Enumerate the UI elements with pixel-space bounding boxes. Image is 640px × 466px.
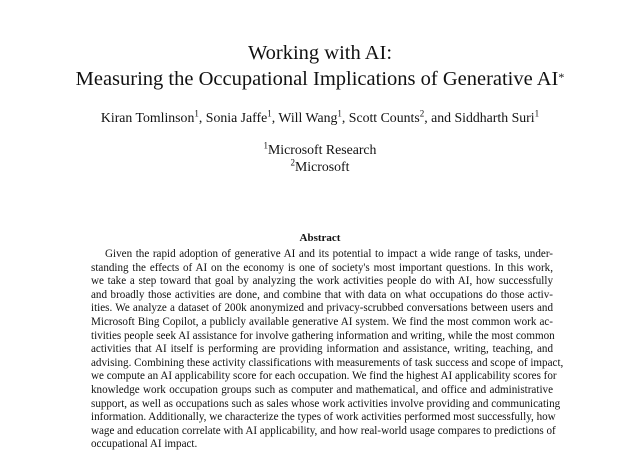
abstract-line: ities. We analyze a dataset of 200k anonymized and privacy-scrubbed conversations between users and [91,302,553,315]
abstract-line: standing the effects of AI on the economy is one of society's most important questions. In this work, [91,261,553,274]
abstract-heading: Abstract [299,232,341,244]
abstract-line: activities that AI itself is performing are providing information and assistance, writing, teaching, and [91,343,553,356]
author-list [0,109,640,127]
affiliation-mark: 2 [290,157,296,168]
affiliation-line [0,158,640,176]
abstract-line: occupational AI impact. [91,438,198,451]
title-footnote-mark: * [558,70,565,84]
abstract-line: we compute an AI applicability score for each occupation. We find the highest AI applicability scores for [91,370,557,383]
abstract-line: and broadly those activities are done, and combine that with data on what occupations do those activ- [91,288,553,301]
title-line-2-text: Measuring the Occupational Implications of Generative AI [75,68,559,90]
abstract-line: we take a step toward that goal by analyzing the work activities people do with AI, how successfully [91,275,553,288]
abstract-line: support, as well as occupations such as sales whose work activities involve providing and communicating [91,397,561,410]
affiliation-name: Microsoft Research [268,142,377,157]
author-separator: , [424,110,428,125]
author-name: Sonia Jaffe [205,110,268,125]
affiliation-line [0,141,640,159]
author-separator: , [271,110,276,125]
paper-title-line-1 [0,40,640,66]
paper-title-line-2 [0,66,640,92]
abstract-line: wage and education correlate with AI applicability, and how real-world usage compares to predictions of [91,424,556,437]
author-name: Will Wang [278,110,338,125]
title-line-1-text: Working with AI: [247,42,393,64]
author-affiliation-mark: 1 [194,108,199,119]
author-separator: , [198,110,203,125]
author-affiliation-mark: 1 [534,108,540,119]
abstract-line: tivities people seek AI assistance for involve gathering information and writing, while the most common [91,329,555,342]
author-name: Kiran Tomlinson [100,110,195,125]
author-name: Scott Counts [348,110,420,125]
author-affiliation-mark: 2 [419,108,425,119]
author-conjunction: and [431,110,452,125]
author-affiliation-mark: 1 [337,108,342,119]
author-affiliation-mark: 1 [267,108,272,119]
abstract-line: advising. Combining these activity classifications with measurements of task success and scope of impact, [91,356,564,369]
author-separator: , [341,110,346,125]
abstract-body [91,248,564,452]
author-name: Siddharth Suri [454,110,535,125]
abstract-line: Microsoft Bing Copilot, a publicly available generative AI system. We find the most common work ac- [91,315,553,328]
affiliation-mark: 1 [263,140,269,151]
abstract-line: Given the rapid adoption of generative AI and its potential to impact a wide range of tasks, under- [105,248,553,260]
abstract-line: knowledge work occupation groups such as computer and mathematical, and office and administrative [91,383,553,396]
affiliation-name: Microsoft [295,159,350,174]
abstract-line: information. Additionally, we characterize the types of work activities performed most successfully, how [91,411,556,424]
